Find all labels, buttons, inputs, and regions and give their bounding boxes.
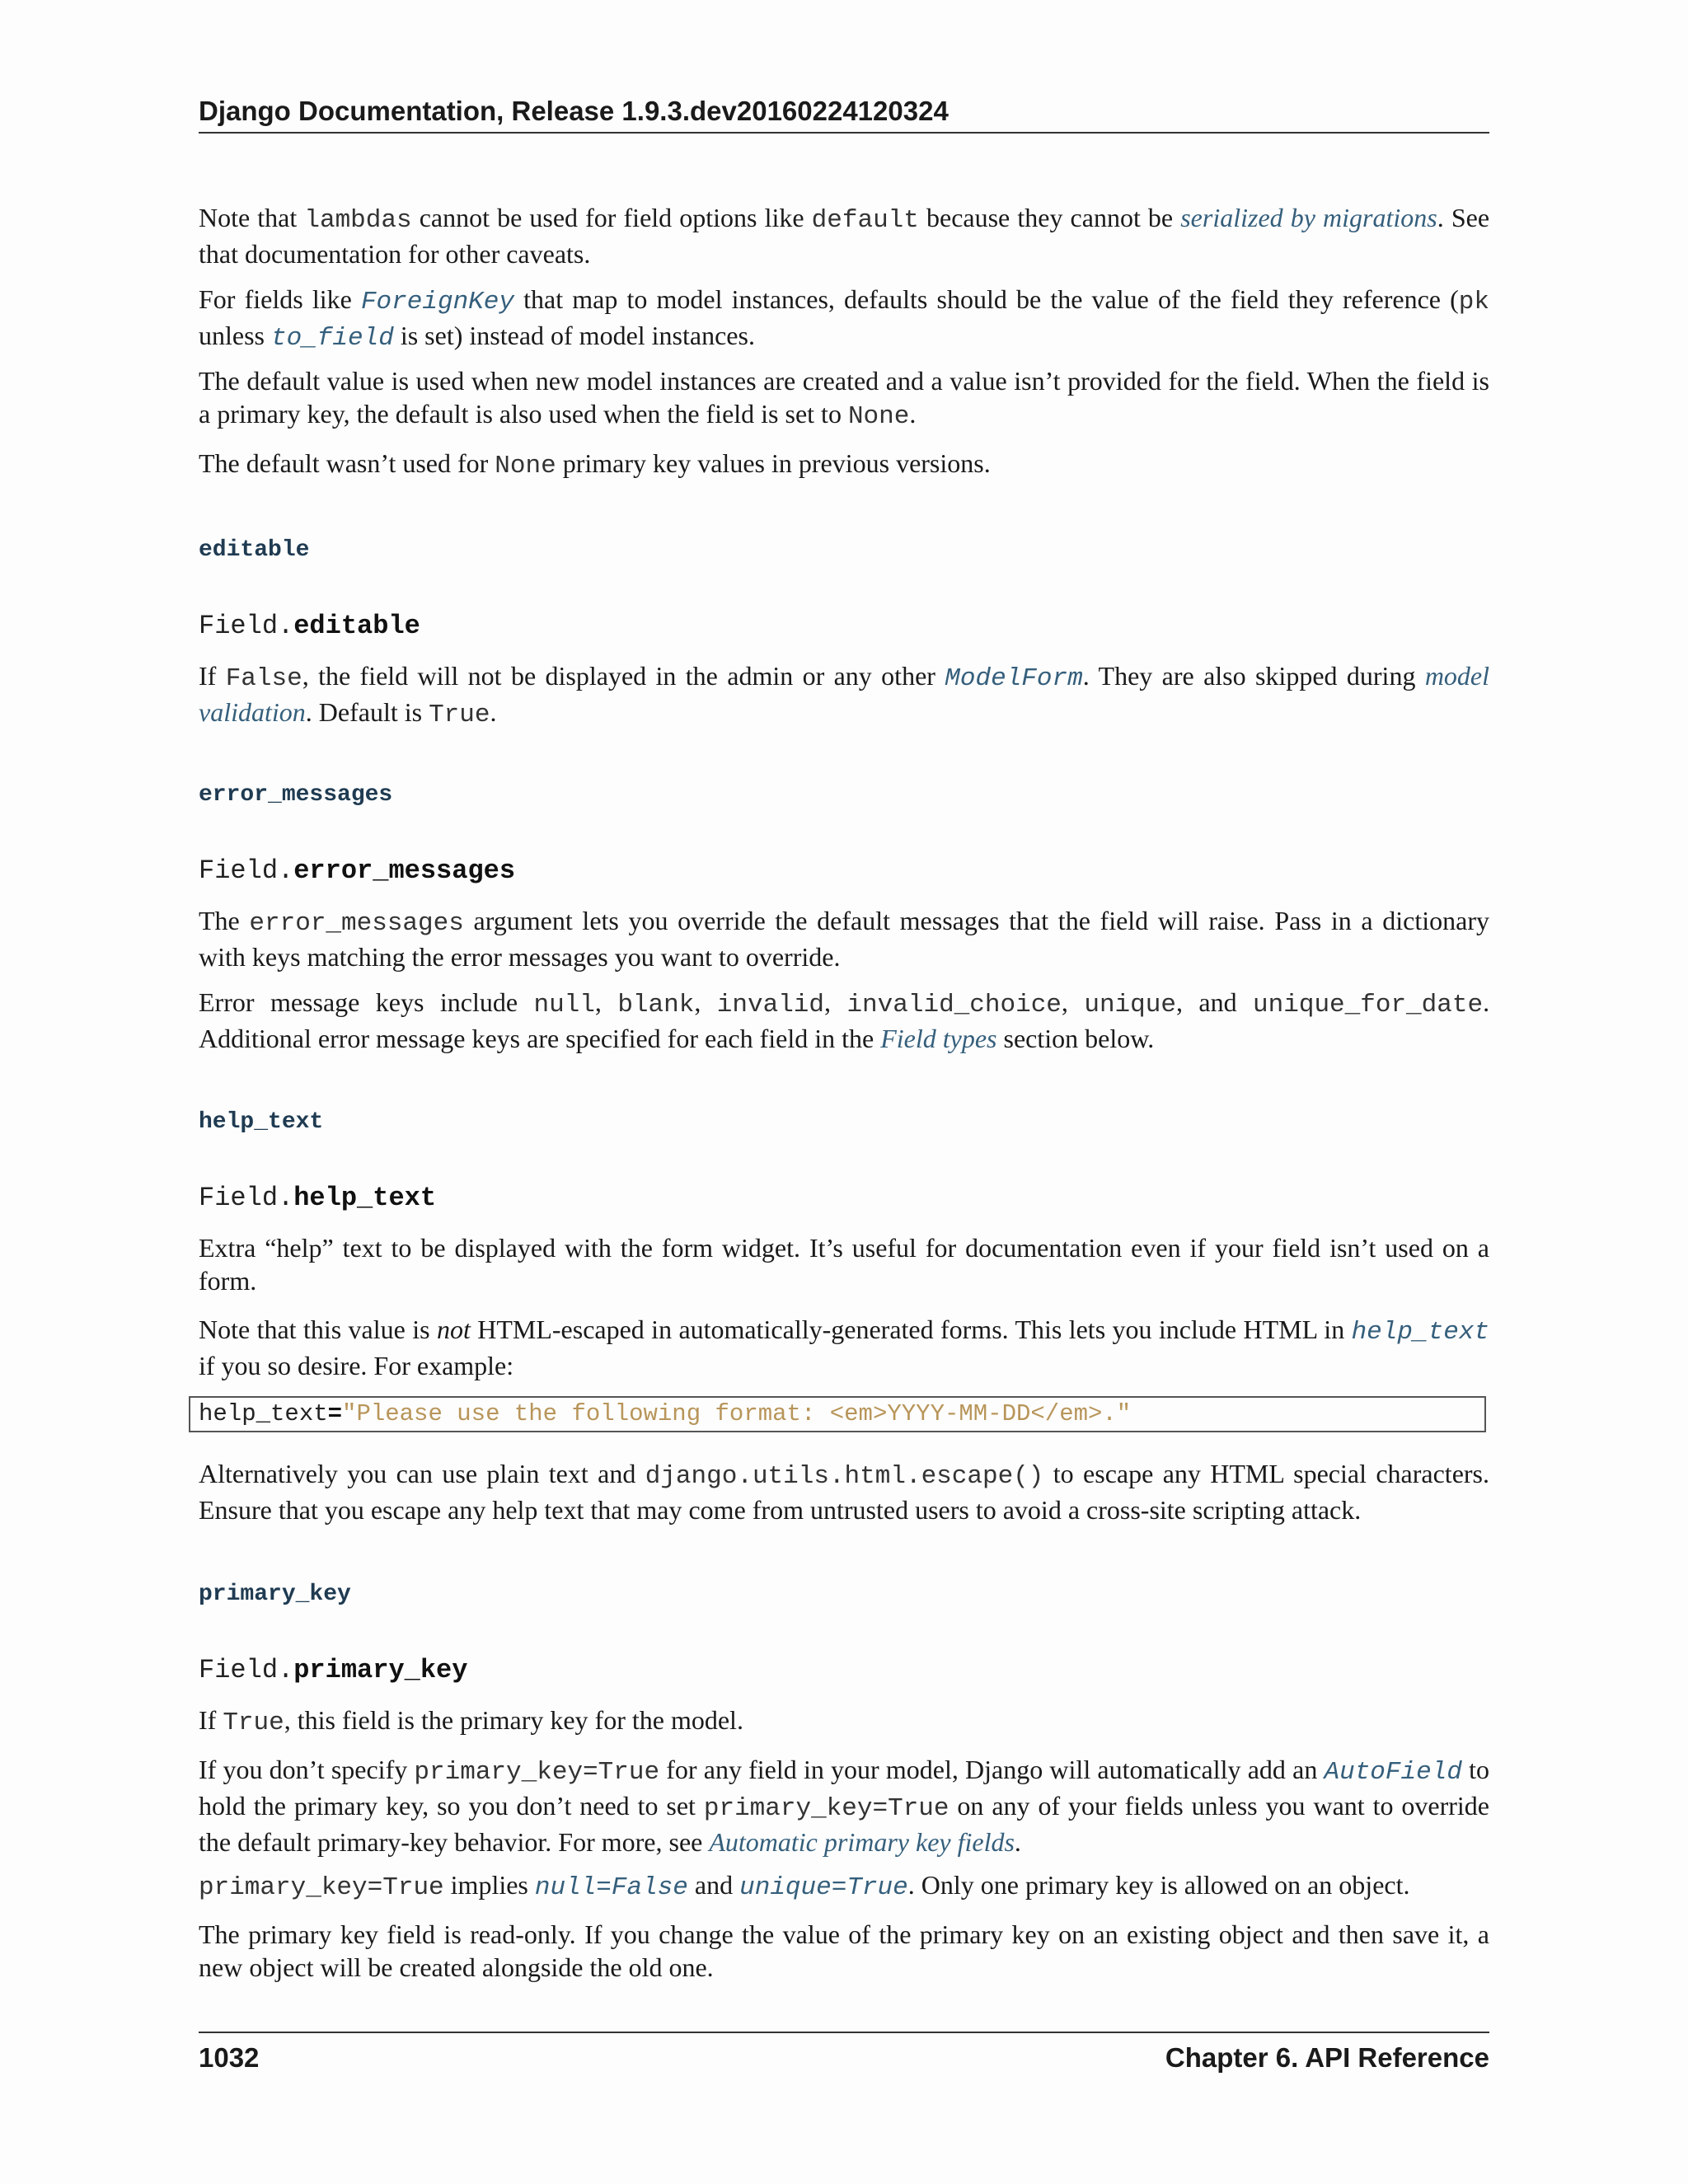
- unique-true-link[interactable]: unique=True: [739, 1873, 908, 1902]
- modelform-link[interactable]: ModelForm: [945, 664, 1083, 693]
- document-page: [199, 0, 1489, 2184]
- primary-key-paragraph-3: primary_key=True implies null=False and unique=True. Only one primary key is allowed on an object.: [199, 1870, 1410, 1902]
- primary-key-paragraph-4: The primary key field is read-only. If you change the value of the primary key on an existing object and then save it, a new object will be created alongside the old one.: [199, 1919, 1489, 1982]
- page-footer: [199, 2039, 1489, 2077]
- error-messages-paragraph-2: Error message keys include null, blank, invalid, invalid_choice, unique, and unique_for_date. Additional error message keys are specified for each field in the Field types section below.: [199, 987, 1490, 1053]
- chapter-title: Chapter 6. API Reference: [1165, 2042, 1489, 2073]
- serialized-by-migrations-link[interactable]: serialized by migrations: [1180, 203, 1437, 232]
- help-text-paragraph-2: Note that this value is not HTML-escaped in automatically-generated forms. This lets you include HTML in help_text if you so desire. For example:: [199, 1315, 1490, 1380]
- error-messages-paragraph-1: The error_messages argument lets you override the default messages that the field will raise. Pass in a dictionary with keys matching the error messages you want to override.: [199, 906, 1490, 972]
- error-messages-signature: Field.error_messages: [199, 855, 516, 886]
- field-types-link[interactable]: Field types: [880, 1024, 997, 1053]
- running-header: Django Documentation, Release 1.9.3.dev20160224120324: [199, 92, 1489, 134]
- help-text-signature: Field.help_text: [199, 1183, 437, 1213]
- autofield-link[interactable]: AutoField: [1324, 1758, 1462, 1787]
- help-text-paragraph-3: Alternatively you can use plain text and django.utils.html.escape() to escape any HTML special characters. Ensure that you escape any help text that may come from untrusted users to avoid a cross-site scripting attack.: [199, 1459, 1490, 1525]
- model-validation-link[interactable]: model validation: [199, 661, 1490, 727]
- primary-key-paragraph-1: If True, this field is the primary key for the model.: [199, 1705, 743, 1737]
- foreignkey-link[interactable]: ForeignKey: [360, 288, 514, 316]
- help-text-heading: help_text: [199, 1109, 324, 1135]
- editable-signature: Field.editable: [199, 611, 420, 641]
- help-text-link[interactable]: help_text: [1351, 1318, 1490, 1347]
- help-text-paragraph-1: Extra “help” text to be displayed with the form widget. It’s useful for documentation even if your field isn’t used on a form.: [199, 1233, 1489, 1296]
- default-paragraph-3: The default value is used when new model instances are created and a value isn’t provided for the field. When the field is a primary key, the default is also used when the field is set to None.: [199, 366, 1489, 431]
- error-messages-heading: error_messages: [199, 782, 393, 808]
- default-paragraph-1: Note that lambdas cannot be used for field options like default because they cannot be serialized by migrations. See that documentation for other caveats.: [199, 203, 1490, 269]
- null-false-link[interactable]: null=False: [534, 1873, 688, 1902]
- footer-rule: [199, 2032, 1489, 2033]
- default-paragraph-2: For fields like ForeignKey that map to model instances, defaults should be the value of the field they reference (pk unless to_field is set) instead of model instances.: [199, 284, 1490, 353]
- help-text-code-example: help_text="Please use the following format: <em>YYYY-MM-DD</em>.": [189, 1396, 1486, 1432]
- primary-key-paragraph-2: If you don’t specify primary_key=True for any field in your model, Django will automatically add an AutoField to hold the primary key, so you don’t need to set primary_key=True on any of your fields unless you want to override the default primary-key behavior. For more, see Automatic primary key fields.: [199, 1755, 1490, 1857]
- page-number: 1032: [199, 2042, 260, 2073]
- editable-heading: editable: [199, 537, 310, 563]
- default-paragraph-4: The default wasn’t used for None primary key values in previous versions.: [199, 448, 991, 480]
- to-field-link[interactable]: to_field: [271, 324, 394, 353]
- editable-paragraph-1: If False, the field will not be displayed in the admin or any other ModelForm. They are also skipped during model validation. Default is True.: [199, 661, 1490, 729]
- primary-key-signature: Field.primary_key: [199, 1655, 468, 1685]
- primary-key-heading: primary_key: [199, 1582, 351, 1607]
- automatic-primary-key-fields-link[interactable]: Automatic primary key fields: [709, 1827, 1015, 1857]
